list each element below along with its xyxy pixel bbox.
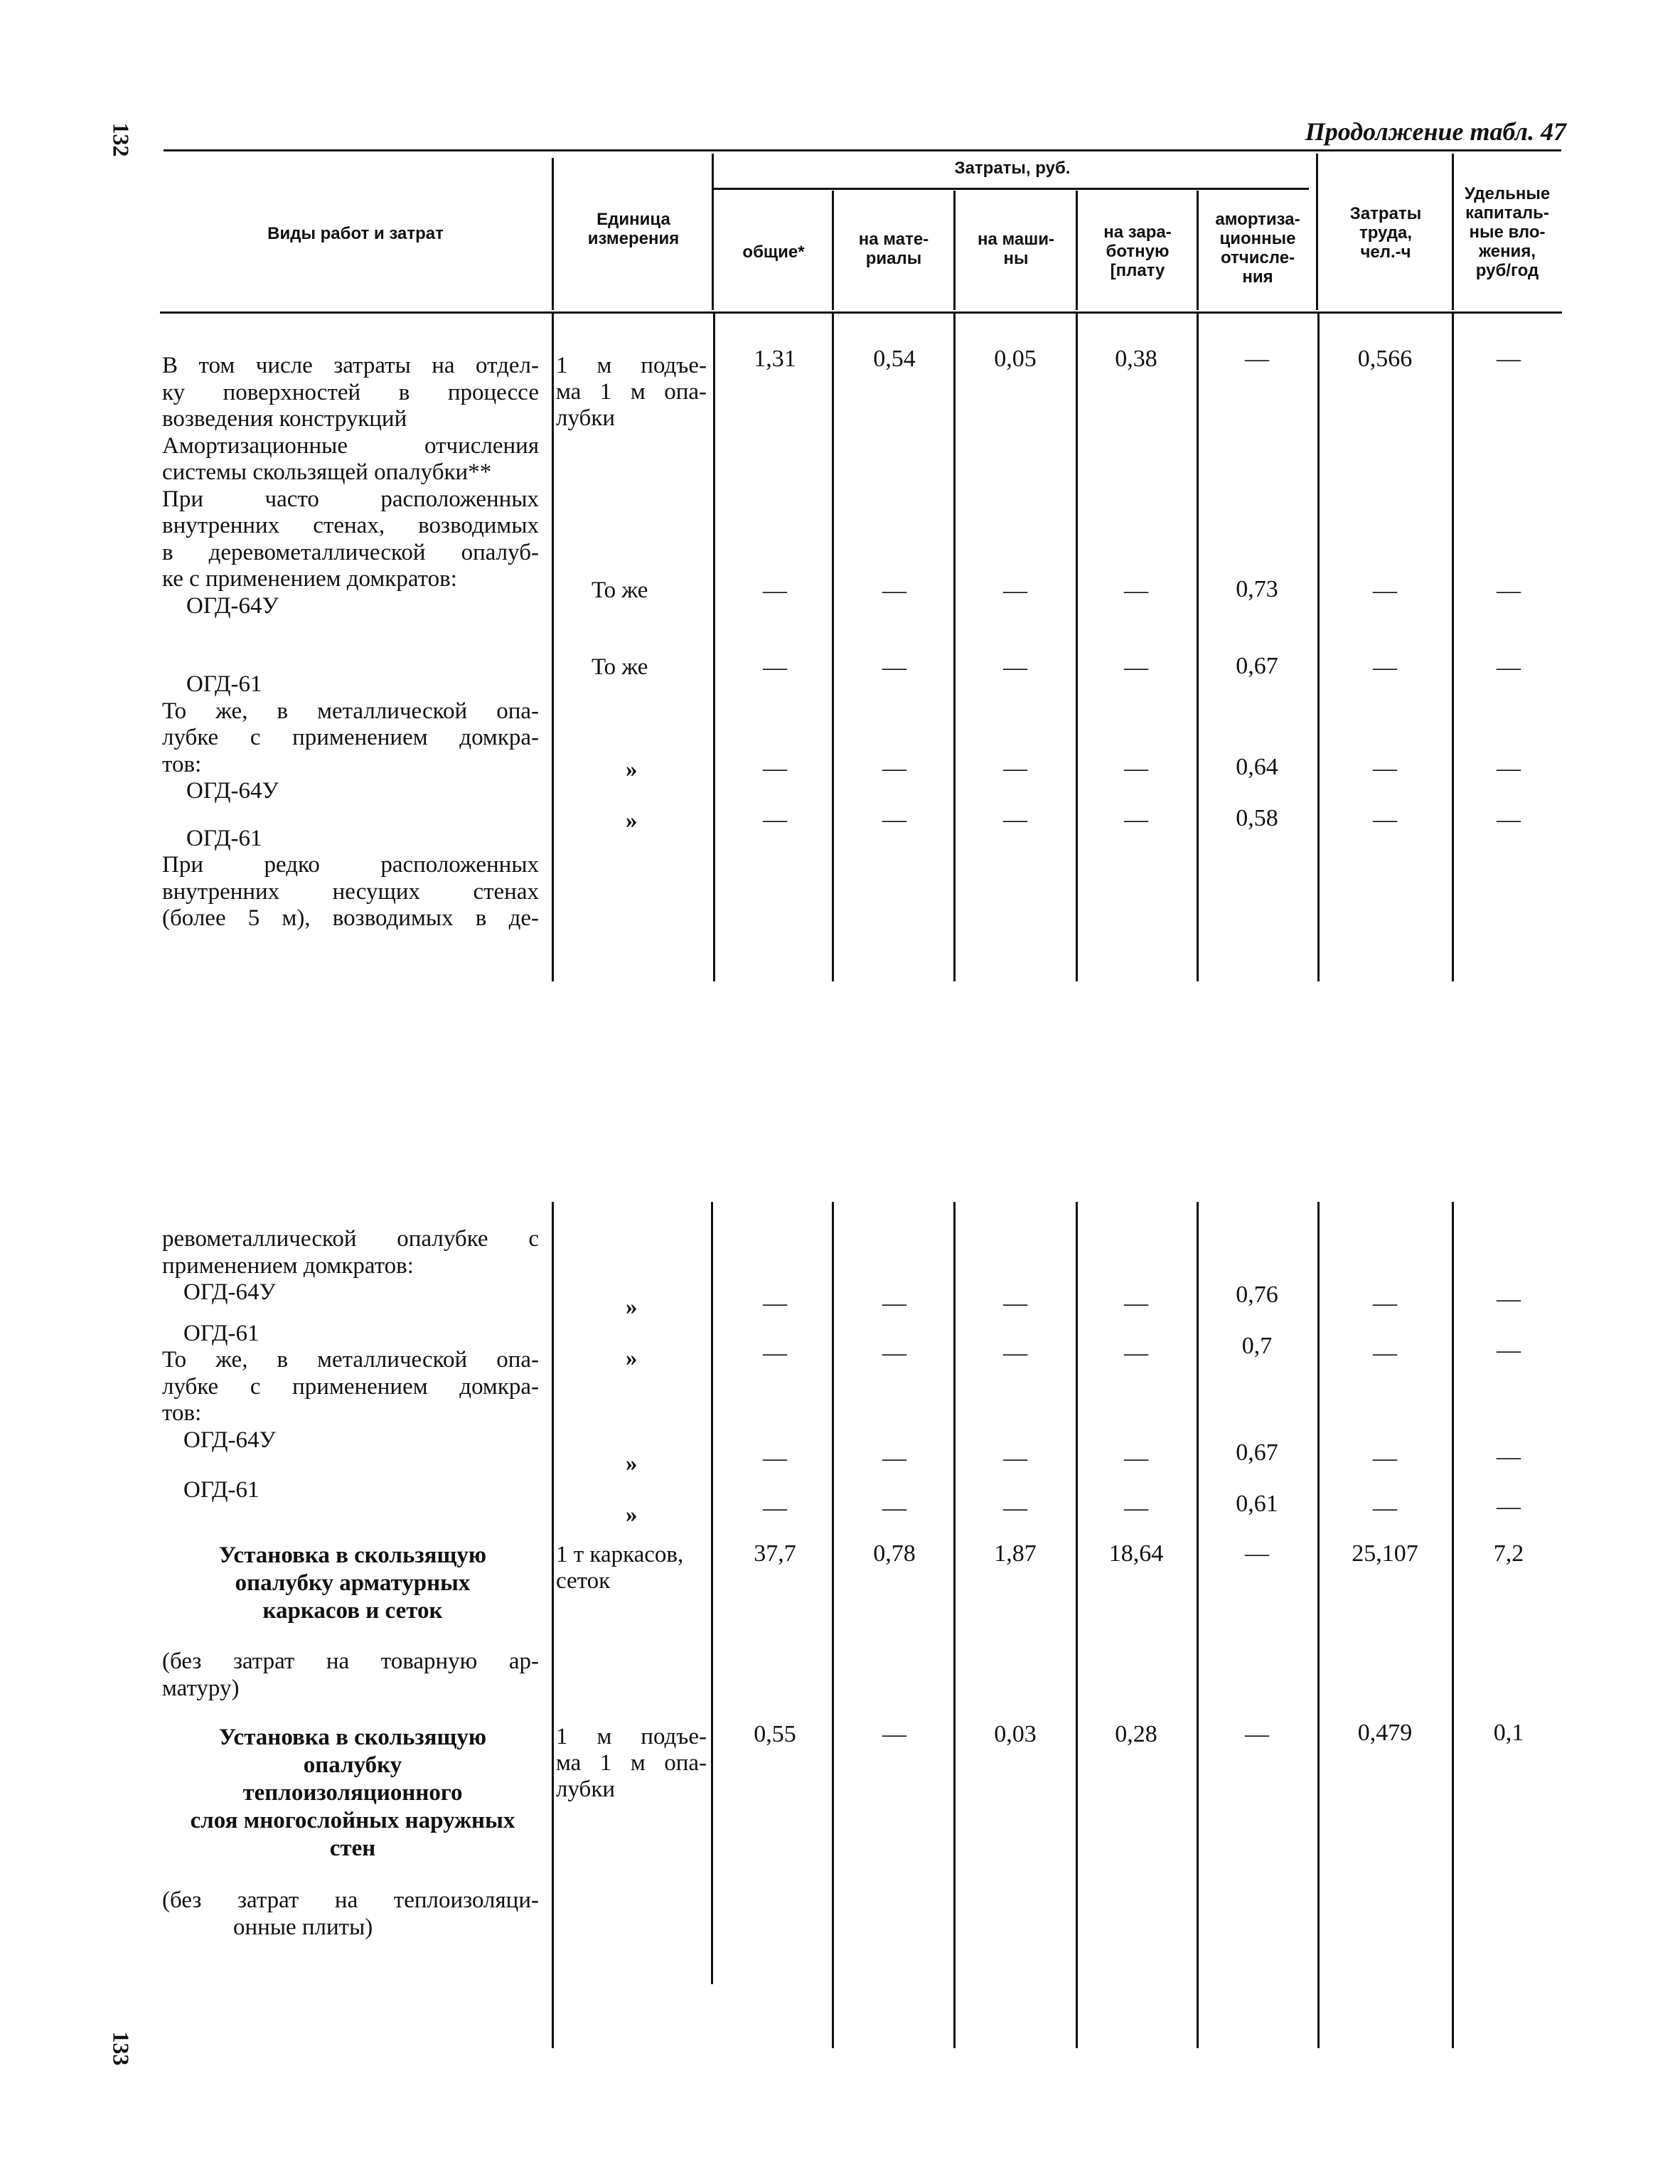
desc-line: тов: [162, 751, 202, 777]
insulation-capital: 0,1 [1493, 1720, 1524, 1746]
top-description [162, 353, 539, 932]
header-amortization: амортиза- ционные отчисле- ния [1215, 210, 1300, 287]
rebar-total: 37,7 [754, 1540, 796, 1567]
header-bottom-rule [160, 311, 1562, 314]
desc-line: ОГД-61 [186, 671, 262, 697]
top-r0-machines: 0,05 [994, 346, 1037, 372]
desc-line: ревометаллической опалубке с [162, 1226, 539, 1252]
top-unit-same-2: То же [592, 654, 648, 680]
top-sep-2 [713, 313, 715, 981]
bot-r3-capital: — [1497, 1493, 1521, 1520]
bot-r1-total: — [763, 1340, 787, 1366]
bot-sep-7 [1317, 1202, 1320, 2048]
header-capital: Удельные капиталь- ные вло- жения, руб/год [1464, 184, 1551, 280]
rebar-machines: 1,87 [994, 1540, 1037, 1567]
top-r4-materials: — [882, 806, 906, 833]
top-sep-3 [832, 313, 834, 981]
page-number-top: 132 [108, 122, 134, 157]
top-r3-machines: — [1003, 755, 1027, 782]
bot-sep-6 [1197, 1202, 1199, 2048]
insulation-note: (без затрат на теплоизоляци- онные плиты) [162, 1887, 539, 1940]
bot-r2-labor: — [1373, 1445, 1397, 1471]
insulation-materials: — [882, 1721, 906, 1747]
bot-r3-amort: 0,61 [1236, 1491, 1278, 1517]
rebar-capital: 7,2 [1493, 1540, 1524, 1567]
top-sep-6 [1197, 313, 1199, 981]
top-r4-wages: — [1124, 806, 1148, 833]
desc-line: ОГД-64У [183, 1279, 276, 1305]
insulation-unit: 1 м подъе- ма 1 м опа- лубки [556, 1724, 707, 1802]
header-total: общие* [742, 243, 805, 262]
bot-r0-machines: — [1003, 1290, 1027, 1316]
top-r3-total: — [763, 755, 787, 782]
desc-line: внутренних стенах, возводимых [162, 513, 539, 538]
bot-r3-labor: — [1373, 1495, 1397, 1521]
desc-line: ОГД-61 [183, 1320, 260, 1346]
bot-sep-4 [953, 1202, 956, 2048]
top-r0-materials: 0,54 [873, 346, 916, 372]
header-unit: Единица измерения [587, 210, 680, 248]
header-materials: на мате- риалы [858, 230, 929, 268]
bot-r1-wages: — [1124, 1340, 1148, 1366]
insulation-wages: 0,28 [1115, 1721, 1157, 1747]
header-labor: Затраты труда, чел.-ч [1349, 204, 1422, 262]
desc-line: ОГД-61 [183, 1477, 260, 1503]
top-r3-labor: — [1373, 755, 1397, 782]
header-top-rule [164, 149, 1561, 151]
bot-r2-wages: — [1124, 1445, 1148, 1471]
top-r0-total: 1,31 [754, 346, 796, 372]
header-costs-group: Затраты, руб. [954, 159, 1071, 178]
bot-r1-labor: — [1373, 1340, 1397, 1366]
desc-line: То же, в металлической опа- [162, 1347, 539, 1373]
bot-unit-ditto-4: » [626, 1502, 638, 1528]
desc-line: применением домкратов: [162, 1252, 414, 1279]
insulation-total: 0,55 [754, 1721, 796, 1747]
top-r3-wages: — [1124, 755, 1148, 782]
top-r4-capital: — [1497, 806, 1521, 833]
top-r1-total: — [763, 577, 787, 604]
bot-r3-materials: — [882, 1495, 906, 1521]
top-r4-amort: 0,58 [1236, 805, 1278, 831]
bot-r3-total: — [763, 1495, 787, 1521]
bot-r1-capital: — [1497, 1337, 1521, 1363]
desc-line: тов: [162, 1400, 202, 1426]
desc-line: В том числе затраты на отдел- [162, 353, 539, 378]
bot-r2-amort: 0,67 [1236, 1439, 1278, 1466]
insulation-title: Установка в скользящую опалубку теплоизоляционного слоя многослойных наружных стен [190, 1725, 515, 1861]
top-unit-same-1: То же [592, 577, 648, 603]
desc-line: лубке с применением домкра- [162, 1373, 539, 1400]
top-r2-amort: 0,67 [1236, 653, 1278, 679]
bot-sep-3 [832, 1202, 834, 2048]
bot-r0-materials: — [882, 1290, 906, 1316]
bot-r2-total: — [763, 1445, 787, 1471]
rebar-wages: 18,64 [1108, 1540, 1164, 1567]
top-r0-wages: 0,38 [1115, 346, 1157, 372]
top-r1-labor: — [1373, 577, 1397, 604]
desc-line: ке с применением домкратов: [162, 566, 457, 592]
rebar-materials: 0,78 [873, 1540, 916, 1567]
desc-line: ОГД-64У [186, 778, 279, 804]
desc-line: в деревометаллической опалуб- [162, 539, 539, 565]
top-r1-wages: — [1124, 577, 1148, 604]
desc-line: (более 5 м), возводимых в де- [162, 905, 539, 931]
top-r2-wages: — [1124, 654, 1148, 681]
rebar-unit: 1 т каркасов, сеток [556, 1542, 684, 1594]
top-unit-first: 1 м подъе- ма 1 м опа- лубки [556, 353, 707, 431]
bot-unit-ditto-1: » [626, 1294, 638, 1320]
desc-line: При часто расположенных [162, 486, 539, 512]
bot-r2-capital: — [1497, 1444, 1521, 1470]
rebar-labor: 25,107 [1352, 1540, 1418, 1567]
top-r0-labor: 0,566 [1357, 346, 1413, 372]
bot-r1-materials: — [882, 1340, 906, 1366]
top-r3-capital: — [1497, 755, 1521, 782]
top-r2-labor: — [1373, 654, 1397, 681]
desc-line: системы скользящей опалубки** [162, 459, 492, 485]
bot-r2-machines: — [1003, 1445, 1027, 1471]
desc-line: ОГД-61 [186, 825, 262, 851]
desc-line: возведения конструкций [162, 406, 407, 432]
top-r0-amort: — [1245, 346, 1269, 372]
top-r1-machines: — [1003, 577, 1027, 604]
top-r2-machines: — [1003, 654, 1027, 681]
header-machines: на маши- ны [977, 230, 1055, 268]
desc-line: ОГД-64У [183, 1427, 276, 1453]
top-unit-ditto-1: » [626, 757, 638, 782]
bot-r1-machines: — [1003, 1340, 1027, 1366]
desc-line: лубке с применением домкра- [162, 725, 539, 750]
rebar-note: (без затрат на товарную ар- матуру) [162, 1648, 539, 1701]
bot-r0-capital: — [1497, 1286, 1521, 1312]
bot-sep-2 [711, 1202, 713, 1984]
top-r4-total: — [763, 806, 787, 833]
top-r2-total: — [763, 654, 787, 681]
desc-line: внутренних несущих стенах [162, 878, 539, 905]
bot-sep-8 [1452, 1202, 1454, 2048]
bot-r0-amort: 0,76 [1236, 1282, 1278, 1308]
header-wages: на зара- ботную [плату [1103, 223, 1172, 280]
hdr-sep-1 [552, 158, 554, 310]
top-sep-8 [1452, 313, 1454, 981]
bot-r3-wages: — [1124, 1495, 1148, 1521]
costs-group-rule [713, 188, 1309, 190]
bottom-description [162, 1226, 539, 1504]
top-sep-1 [552, 313, 554, 981]
top-r2-materials: — [882, 654, 906, 681]
bot-unit-ditto-3: » [626, 1451, 638, 1476]
page-number-bottom: 133 [108, 2031, 134, 2066]
top-r1-amort: 0,73 [1236, 576, 1278, 602]
insulation-labor: 0,479 [1357, 1720, 1413, 1746]
header-works: Виды работ и затрат [267, 224, 444, 243]
top-r2-capital: — [1497, 654, 1521, 681]
top-r3-materials: — [882, 755, 906, 782]
top-r0-capital: — [1497, 346, 1521, 372]
desc-line: ку поверхностей в процессе [162, 379, 539, 405]
top-r1-materials: — [882, 577, 906, 604]
top-r3-amort: 0,64 [1236, 754, 1278, 780]
desc-line: При редко расположенных [162, 852, 539, 878]
top-sep-5 [1076, 313, 1078, 981]
top-sep-4 [953, 313, 956, 981]
bot-r0-total: — [763, 1290, 787, 1316]
table-caption: Продолжение табл. 47 [1305, 117, 1566, 146]
desc-line: Амортизационные отчисления [162, 432, 539, 459]
desc-line: ОГД-64У [186, 592, 279, 619]
bot-r1-amort: 0,7 [1241, 1333, 1273, 1359]
bot-sep-5 [1076, 1202, 1078, 2048]
rebar-title: Установка в скользящую опалубку арматурных каркасов и сеток [218, 1543, 487, 1624]
top-r4-machines: — [1003, 806, 1027, 833]
bot-r0-wages: — [1124, 1290, 1148, 1316]
bot-unit-ditto-2: » [626, 1346, 638, 1371]
top-unit-ditto-2: » [626, 808, 638, 833]
insulation-amort: — [1245, 1721, 1269, 1747]
desc-line: То же, в металлической опа- [162, 698, 539, 724]
bot-r0-labor: — [1373, 1290, 1397, 1316]
bot-r3-machines: — [1003, 1495, 1027, 1521]
top-r4-labor: — [1373, 806, 1397, 833]
bot-r2-materials: — [882, 1445, 906, 1471]
insulation-machines: 0,03 [994, 1721, 1037, 1747]
top-sep-7 [1317, 313, 1320, 981]
bot-sep-1 [552, 1202, 554, 2048]
top-r1-capital: — [1497, 577, 1521, 604]
rebar-amort: — [1245, 1540, 1269, 1567]
